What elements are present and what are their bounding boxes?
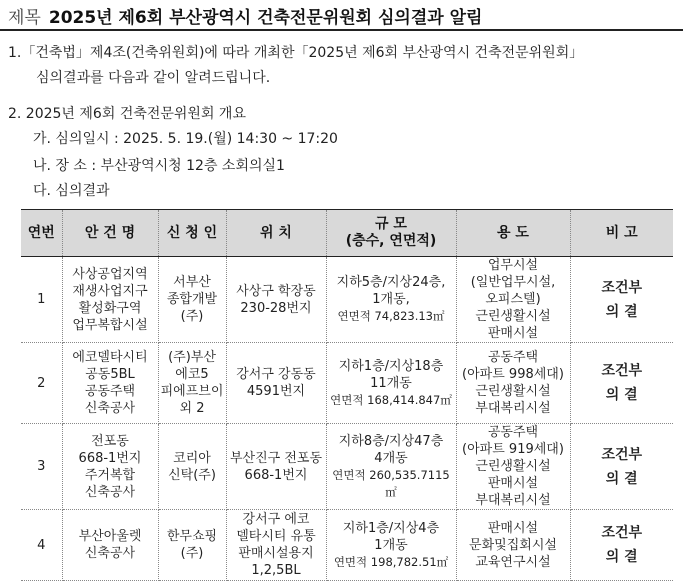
cell-location-line: 668-1번지 (244, 467, 308, 483)
paragraph-1-line-1: 1.「건축법」제4조(건축위원회)에 따라 개최한「2025년 제6회 부산광역시 건축전문위원회」 (8, 45, 584, 61)
table-row (21, 510, 673, 581)
cell-applicant (158, 257, 226, 343)
cell-item-line: 재생사업지구 (72, 283, 148, 299)
cell-scale-line: 지하1층/지상18층 (338, 358, 444, 374)
table-header-row (21, 210, 673, 257)
paragraph-2: 2. 2025년 제6회 건축전문위원회 개요 (8, 106, 246, 122)
cell-area: 연면적 198,782.51㎡ (333, 554, 449, 569)
cell-use-line: 판매시설 (487, 476, 539, 491)
cell-area: 연면적 168,414.847㎡ (330, 392, 452, 407)
cell-item-line: 업무복합시설 (72, 317, 148, 333)
cell-use-line: (아파트 919세대) (462, 442, 564, 457)
cell-item-line: 신축공사 (84, 546, 136, 561)
cell-no: 2 (21, 343, 62, 424)
cell-area: 연면적 260,535.7115㎡ (332, 467, 450, 499)
cell-use-line: 교육연구시설 (475, 554, 551, 570)
document-title (8, 3, 482, 28)
cell-location-line: 판매시설용지 (238, 546, 314, 561)
cell-applicant (158, 510, 226, 581)
cell-applicant-line: (주)부산 (168, 350, 216, 365)
cell-applicant-line: (주) (180, 546, 204, 561)
cell-scale-line: 1개동 (374, 537, 408, 553)
header-scale-line1: 규 모 (375, 216, 407, 232)
cell-item (62, 343, 158, 424)
title-prefix: 제목 (8, 8, 41, 28)
cell-note-line: 조건부 (601, 446, 643, 463)
cell-item-line: 사상공업지역 (72, 266, 148, 282)
cell-item-line: 공동주택 (84, 384, 136, 399)
cell-use-line: 공동주택 (487, 350, 539, 365)
header-applicant: 신 청 인 (158, 210, 226, 257)
cell-no: 3 (21, 424, 62, 510)
cell-use-line: 판매시설 (487, 326, 539, 341)
cell-location-line: 강서구 에코 (242, 512, 310, 527)
cell-location-line: 사상구 학장동 (236, 283, 316, 299)
header-no: 연번 (21, 210, 62, 257)
results-table (21, 209, 673, 581)
cell-item-line: 에코델타시티 (72, 350, 148, 365)
cell-note-line: 조건부 (601, 363, 643, 379)
cell-no: 4 (21, 510, 62, 581)
cell-use-line: 오피스텔) (485, 292, 541, 307)
item-ga: 가. 심의일시 : 2025. 5. 19.(월) 14:30 ~ 17:20 (33, 131, 338, 147)
cell-use-line: 근린생활시설 (475, 309, 551, 324)
cell-scale-line: 지하1층/지상4층 (342, 520, 440, 536)
cell-applicant-line: 에코5 (175, 367, 209, 382)
cell-note (570, 343, 673, 424)
cell-item-line: 668-1번지 (78, 450, 142, 466)
cell-applicant-line: 신탁(주) (168, 467, 216, 483)
cell-item (62, 510, 158, 581)
cell-item (62, 424, 158, 510)
cell-applicant (158, 424, 226, 510)
cell-applicant-line: 한무쇼핑 (166, 529, 218, 544)
cell-scale (326, 343, 456, 424)
cell-note-line: 조건부 (601, 525, 643, 541)
cell-location-line: 강서구 강동동 (236, 367, 316, 382)
cell-use-line: 공동주택 (487, 425, 539, 440)
item-na: 나. 장 소 : 부산광역시청 12층 소회의실1 (33, 158, 285, 174)
cell-note-line: 의 결 (605, 387, 638, 403)
header-scale-line2: (층수, 연면적) (345, 233, 437, 249)
paragraph-1-line-2: 심의결과를 다음과 같이 알려드립니다. (36, 70, 271, 86)
cell-location-line: 4591번지 (246, 384, 306, 399)
cell-location (226, 257, 326, 343)
cell-location (226, 343, 326, 424)
cell-use-line: 근린생활시설 (475, 384, 551, 399)
table-row (21, 343, 673, 424)
cell-use-line: 판매시설 (487, 520, 539, 536)
cell-use (456, 510, 570, 581)
cell-scale-line: 지하5층/지상24층, (336, 275, 446, 290)
cell-scale-line: 11개동 (370, 375, 412, 391)
cell-location-line: 230-28번지 (240, 300, 312, 316)
cell-use-line: 부대복리시설 (475, 401, 551, 416)
cell-note-line: 조건부 (601, 279, 643, 296)
cell-applicant (158, 343, 226, 424)
cell-location-line: 1,2,5BL (251, 563, 301, 578)
cell-applicant-line: 서부산 (173, 275, 211, 290)
cell-item-line: 공동5BL (85, 367, 135, 382)
cell-item-line: 신축공사 (84, 484, 136, 500)
header-use: 용 도 (456, 210, 570, 257)
cell-applicant-line: 종합개발 (166, 292, 218, 307)
cell-item-line: 신축공사 (84, 401, 136, 416)
cell-location (226, 424, 326, 510)
cell-item-line: 활성화구역 (78, 300, 142, 316)
cell-applicant-line: (주) (180, 309, 204, 324)
cell-note-line: 의 결 (605, 303, 638, 320)
cell-scale-line: 지하8층/지상47층 (338, 433, 444, 449)
cell-item (62, 257, 158, 343)
cell-use-line: (아파트 998세대) (462, 367, 564, 382)
cell-area: 연면적 74,823.13㎡ (337, 309, 445, 323)
item-da: 다. 심의결과 (33, 183, 110, 199)
header-scale (326, 210, 456, 257)
cell-location-line: 델타시티 유통 (236, 529, 316, 544)
cell-scale-line: 1개동, (372, 292, 410, 307)
header-item: 안 건 명 (62, 210, 158, 257)
cell-item-line: 전포동 (91, 433, 129, 449)
title-underline (0, 29, 683, 31)
cell-use-line: 부대복리시설 (475, 493, 551, 508)
cell-applicant-line: 코리아 (173, 450, 211, 466)
cell-item-line: 주거복합 (84, 467, 136, 483)
cell-applicant-line: 피에프브이 (160, 384, 224, 399)
cell-note (570, 424, 673, 510)
cell-use-line: (일반업무시설, (470, 275, 556, 290)
cell-use (456, 424, 570, 510)
cell-use-line: 문화및집회시설 (469, 537, 557, 553)
cell-note-line: 의 결 (605, 470, 638, 487)
cell-use-line: 업무시설 (487, 258, 539, 273)
table-row (21, 424, 673, 510)
cell-scale (326, 424, 456, 510)
cell-scale-line: 4개동 (374, 450, 408, 466)
cell-scale (326, 257, 456, 343)
cell-location-line: 부산진구 전포동 (229, 450, 323, 466)
cell-use (456, 257, 570, 343)
title-text: 2025년 제6회 부산광역시 건축전문위원회 심의결과 알림 (48, 8, 483, 28)
cell-note (570, 257, 673, 343)
cell-use-line: 근린생활시설 (475, 459, 551, 474)
cell-scale (326, 510, 456, 581)
cell-location (226, 510, 326, 581)
cell-use (456, 343, 570, 424)
header-location: 위 치 (226, 210, 326, 257)
cell-no: 1 (21, 257, 62, 343)
cell-note-line: 의 결 (605, 549, 638, 565)
cell-item-line: 부산아울렛 (78, 529, 142, 544)
table-row (21, 257, 673, 343)
header-note: 비 고 (570, 210, 673, 257)
cell-note (570, 510, 673, 581)
cell-applicant-line: 외 2 (179, 401, 205, 416)
